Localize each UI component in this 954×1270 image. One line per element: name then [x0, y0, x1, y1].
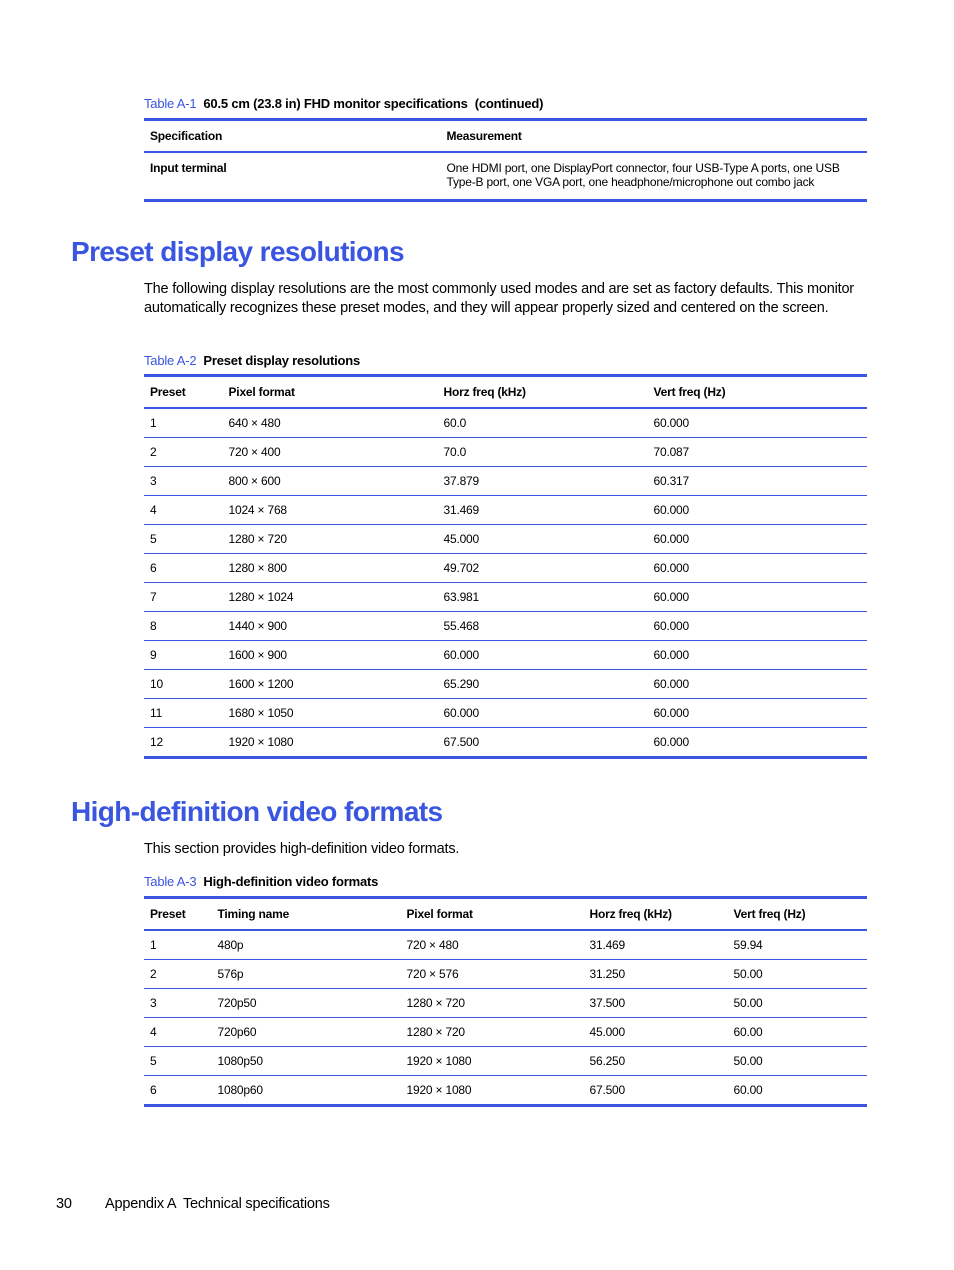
- table-row: [144, 525, 867, 554]
- table-cell: 31.250: [583, 960, 727, 989]
- header-measurement: Measurement: [440, 120, 867, 153]
- section-heading-hd-formats: High-definition video formats: [71, 796, 443, 827]
- table-a2: [144, 374, 867, 759]
- table-cell: 4: [144, 496, 222, 525]
- table-cell: 60.000: [647, 525, 867, 554]
- table-row: [144, 152, 867, 201]
- table-cell: 2: [144, 438, 222, 467]
- table-cell: 60.000: [647, 728, 867, 758]
- table-cell: 11: [144, 699, 222, 728]
- table-cell: 1: [144, 408, 222, 438]
- section-body-hd-formats: This section provides high-definition video formats.: [144, 841, 460, 857]
- table-cell: 60.000: [647, 699, 867, 728]
- header-pixel-format: Pixel format: [400, 898, 583, 931]
- table-cell: 59.94: [727, 930, 867, 960]
- table-cell: 60.000: [647, 583, 867, 612]
- table-cell: 60.000: [437, 699, 647, 728]
- table-cell: 3: [144, 467, 222, 496]
- table-cell: 720 × 400: [222, 438, 437, 467]
- table-cell: 67.500: [583, 1076, 727, 1106]
- table-cell: 576p: [211, 960, 400, 989]
- table-header-row: [144, 120, 867, 153]
- table-cell: 37.879: [437, 467, 647, 496]
- table-cell: 45.000: [437, 525, 647, 554]
- table-a1-caption: [144, 96, 543, 111]
- table-row: [144, 408, 867, 438]
- table-cell: One HDMI port, one DisplayPort connector, four USB-Type A ports, one USB Type-B port, one VGA port, one headphone/microphone out combo jack: [440, 152, 867, 201]
- table-cell: 720 × 576: [400, 960, 583, 989]
- table-cell: 31.469: [583, 930, 727, 960]
- table-cell: 8: [144, 612, 222, 641]
- table-cell: 1600 × 1200: [222, 670, 437, 699]
- table-a3-body: [144, 930, 867, 1106]
- table-cell: 3: [144, 989, 211, 1018]
- page-number: 30: [56, 1196, 72, 1212]
- table-row: [144, 583, 867, 612]
- header-timing-name: Timing name: [211, 898, 400, 931]
- table-row: [144, 728, 867, 758]
- table-cell: 60.00: [727, 1076, 867, 1106]
- table-cell: 60.000: [647, 496, 867, 525]
- header-vert-freq: Vert freq (Hz): [727, 898, 867, 931]
- table-cell: 1920 × 1080: [222, 728, 437, 758]
- table-cell: 1280 × 800: [222, 554, 437, 583]
- table-row: [144, 670, 867, 699]
- table-cell: 5: [144, 1047, 211, 1076]
- table-a2-caption: [144, 353, 360, 368]
- table-cell: 65.290: [437, 670, 647, 699]
- table-row: [144, 438, 867, 467]
- table-cell: 60.0: [437, 408, 647, 438]
- table-row: [144, 960, 867, 989]
- header-preset: Preset: [144, 898, 211, 931]
- section-heading-preset-resolutions: Preset display resolutions: [71, 236, 404, 267]
- table-cell: 37.500: [583, 989, 727, 1018]
- table-cell: 50.00: [727, 989, 867, 1018]
- table-cell: 60.317: [647, 467, 867, 496]
- table-cell: 1440 × 900: [222, 612, 437, 641]
- table-cell: 70.087: [647, 438, 867, 467]
- table-cell: 60.000: [437, 641, 647, 670]
- header-specification: Specification: [144, 120, 440, 153]
- table-cell: 50.00: [727, 1047, 867, 1076]
- table-cell: 800 × 600: [222, 467, 437, 496]
- table-header-row: [144, 898, 867, 931]
- table-cell: Input terminal: [144, 152, 440, 201]
- table-cell: 640 × 480: [222, 408, 437, 438]
- table-cell: 50.00: [727, 960, 867, 989]
- table-row: [144, 467, 867, 496]
- table-a1: [144, 118, 867, 202]
- table-cell: 70.0: [437, 438, 647, 467]
- table-cell: 1: [144, 930, 211, 960]
- table-a1-title: 60.5 cm (23.8 in) FHD monitor specifications: [203, 96, 468, 111]
- table-cell: 1080p50: [211, 1047, 400, 1076]
- table-cell: 1280 × 720: [400, 989, 583, 1018]
- header-preset: Preset: [144, 376, 222, 409]
- table-row: [144, 612, 867, 641]
- table-cell: 720 × 480: [400, 930, 583, 960]
- table-row: [144, 1076, 867, 1106]
- table-a3-caption: [144, 874, 378, 889]
- table-cell: 31.469: [437, 496, 647, 525]
- table-row: [144, 1047, 867, 1076]
- table-cell: 720p50: [211, 989, 400, 1018]
- table-a3: [144, 896, 867, 1107]
- header-horz-freq: Horz freq (kHz): [437, 376, 647, 409]
- table-row: [144, 989, 867, 1018]
- table-cell: 1080p60: [211, 1076, 400, 1106]
- table-cell: 60.000: [647, 554, 867, 583]
- footer-chapter: Appendix A Technical specifications: [105, 1196, 330, 1212]
- table-cell: 60.000: [647, 641, 867, 670]
- table-cell: 9: [144, 641, 222, 670]
- table-a3-label: Table A-3: [144, 874, 197, 889]
- table-row: [144, 554, 867, 583]
- table-cell: 1680 × 1050: [222, 699, 437, 728]
- table-cell: 1280 × 720: [400, 1018, 583, 1047]
- table-cell: 10: [144, 670, 222, 699]
- table-a2-body: [144, 408, 867, 758]
- table-cell: 56.250: [583, 1047, 727, 1076]
- table-cell: 12: [144, 728, 222, 758]
- table-cell: 720p60: [211, 1018, 400, 1047]
- table-cell: 1280 × 1024: [222, 583, 437, 612]
- table-cell: 6: [144, 1076, 211, 1106]
- table-cell: 7: [144, 583, 222, 612]
- table-cell: 1280 × 720: [222, 525, 437, 554]
- table-cell: 49.702: [437, 554, 647, 583]
- section-body-preset-resolutions: The following display resolutions are the most commonly used modes and are set as factory defaults. This monitor automatically recognizes these preset modes, and they will appear properly sized and centered on the screen.: [144, 281, 854, 316]
- table-cell: 45.000: [583, 1018, 727, 1047]
- table-cell: 60.000: [647, 612, 867, 641]
- table-cell: 1920 × 1080: [400, 1047, 583, 1076]
- table-cell: 60.000: [647, 408, 867, 438]
- header-horz-freq: Horz freq (kHz): [583, 898, 727, 931]
- table-row: [144, 930, 867, 960]
- header-vert-freq: Vert freq (Hz): [647, 376, 867, 409]
- table-row: [144, 496, 867, 525]
- table-a1-continued: (continued): [474, 96, 544, 111]
- table-cell: 1600 × 900: [222, 641, 437, 670]
- table-cell: 6: [144, 554, 222, 583]
- table-cell: 1024 × 768: [222, 496, 437, 525]
- table-a1-label: Table A-1: [144, 96, 197, 111]
- table-cell: 4: [144, 1018, 211, 1047]
- table-header-row: [144, 376, 867, 409]
- table-cell: 2: [144, 960, 211, 989]
- table-row: [144, 1018, 867, 1047]
- table-cell: 55.468: [437, 612, 647, 641]
- table-cell: 63.981: [437, 583, 647, 612]
- table-cell: 60.000: [647, 670, 867, 699]
- table-a2-title: Preset display resolutions: [203, 353, 361, 368]
- table-cell: 67.500: [437, 728, 647, 758]
- table-row: [144, 699, 867, 728]
- table-cell: 5: [144, 525, 222, 554]
- table-a2-label: Table A-2: [144, 353, 197, 368]
- table-cell: 60.00: [727, 1018, 867, 1047]
- table-cell: 1920 × 1080: [400, 1076, 583, 1106]
- header-pixel-format: Pixel format: [222, 376, 437, 409]
- table-row: [144, 641, 867, 670]
- table-a3-title: High-definition video formats: [203, 874, 379, 889]
- table-cell: 480p: [211, 930, 400, 960]
